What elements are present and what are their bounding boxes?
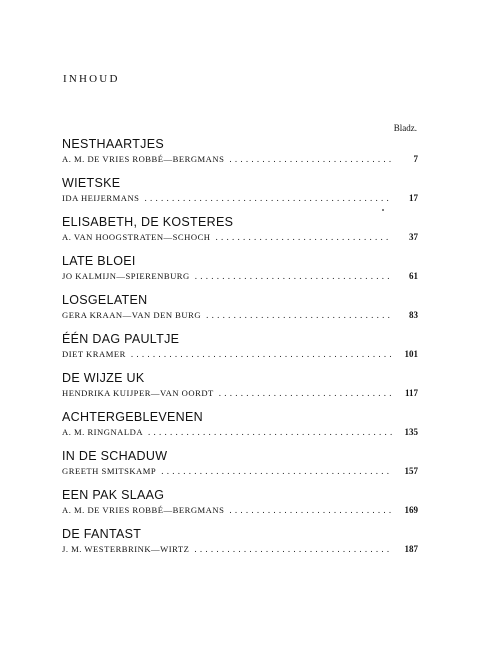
dot-leader [148, 425, 392, 439]
page-number: 135 [404, 427, 418, 437]
story-author: HENDRIKA KUIJPER—VAN OORDT [62, 388, 214, 398]
page-number: 17 [409, 193, 418, 203]
dot-leader [219, 386, 392, 400]
page-number: 7 [413, 154, 418, 164]
dot-leader [144, 191, 392, 205]
toc-line [62, 308, 418, 322]
story-title: LATE BLOEI [62, 254, 136, 268]
story-title: IN DE SCHADUW [62, 449, 168, 463]
toc-entry [62, 331, 418, 370]
dot-leader [229, 503, 392, 517]
story-author: A. M. DE VRIES ROBBÉ—BERGMANS [62, 505, 225, 515]
story-title: WIETSKE [62, 176, 121, 190]
page-number: 169 [404, 505, 418, 515]
page-number: 37 [409, 232, 418, 242]
toc-line [62, 425, 418, 439]
story-title: ÉÉN DAG PAULTJE [62, 332, 180, 346]
toc-entry [62, 448, 418, 487]
story-title: EEN PAK SLAAG [62, 488, 165, 502]
toc-line [62, 386, 418, 400]
story-author: A. M. RINGNALDA [62, 427, 144, 437]
story-author: A. VAN HOOGSTRATEN—SCHOCH [62, 232, 211, 242]
page-number: 187 [404, 544, 418, 554]
toc-entry [62, 292, 418, 331]
page-heading: INHOUD [63, 73, 120, 85]
toc-line [62, 269, 418, 283]
story-author: GREETH SMITSKAMP [62, 466, 157, 476]
page-number: 101 [404, 349, 418, 359]
dot-leader [229, 152, 392, 166]
page-number: 117 [404, 388, 418, 398]
story-author: DIET KRAMER [62, 349, 126, 359]
toc-entry [62, 526, 418, 565]
page-column-label: Bladz. [393, 123, 417, 133]
story-title: ELISABETH, DE KOSTERES [62, 215, 234, 229]
toc-entry [62, 136, 418, 175]
story-title: LOSGELATEN [62, 293, 148, 307]
toc-line [62, 503, 418, 517]
story-title: NESTHAARTJES [62, 137, 165, 151]
toc-line [62, 191, 418, 205]
print-speck [382, 209, 384, 211]
dot-leader [206, 308, 392, 322]
story-title: DE WIJZE UK [62, 371, 145, 385]
story-author: IDA HEIJERMANS [62, 193, 140, 203]
toc-entry [62, 370, 418, 409]
toc-entry [62, 253, 418, 292]
story-author: J. M. WESTERBRINK—WIRTZ [62, 544, 190, 554]
dot-leader [161, 464, 392, 478]
story-title: ACHTERGEBLEVENEN [62, 410, 203, 424]
toc-line [62, 347, 418, 361]
toc-entry [62, 175, 418, 214]
dot-leader [131, 347, 392, 361]
story-title: DE FANTAST [62, 527, 142, 541]
story-author: JO KALMIJN—SPIERENBURG [62, 271, 190, 281]
story-author: A. M. DE VRIES ROBBÉ—BERGMANS [62, 154, 225, 164]
dot-leader [195, 269, 392, 283]
dot-leader [194, 542, 392, 556]
toc-entry [62, 214, 418, 253]
toc-line [62, 464, 418, 478]
table-of-contents [62, 136, 418, 565]
page-number: 83 [409, 310, 418, 320]
story-author: GERA KRAAN—VAN DEN BURG [62, 310, 202, 320]
toc-line [62, 230, 418, 244]
toc-line [62, 542, 418, 556]
page-number: 157 [404, 466, 418, 476]
dot-leader [216, 230, 392, 244]
toc-entry [62, 409, 418, 448]
page-number: 61 [409, 271, 418, 281]
toc-entry [62, 487, 418, 526]
toc-line [62, 152, 418, 166]
